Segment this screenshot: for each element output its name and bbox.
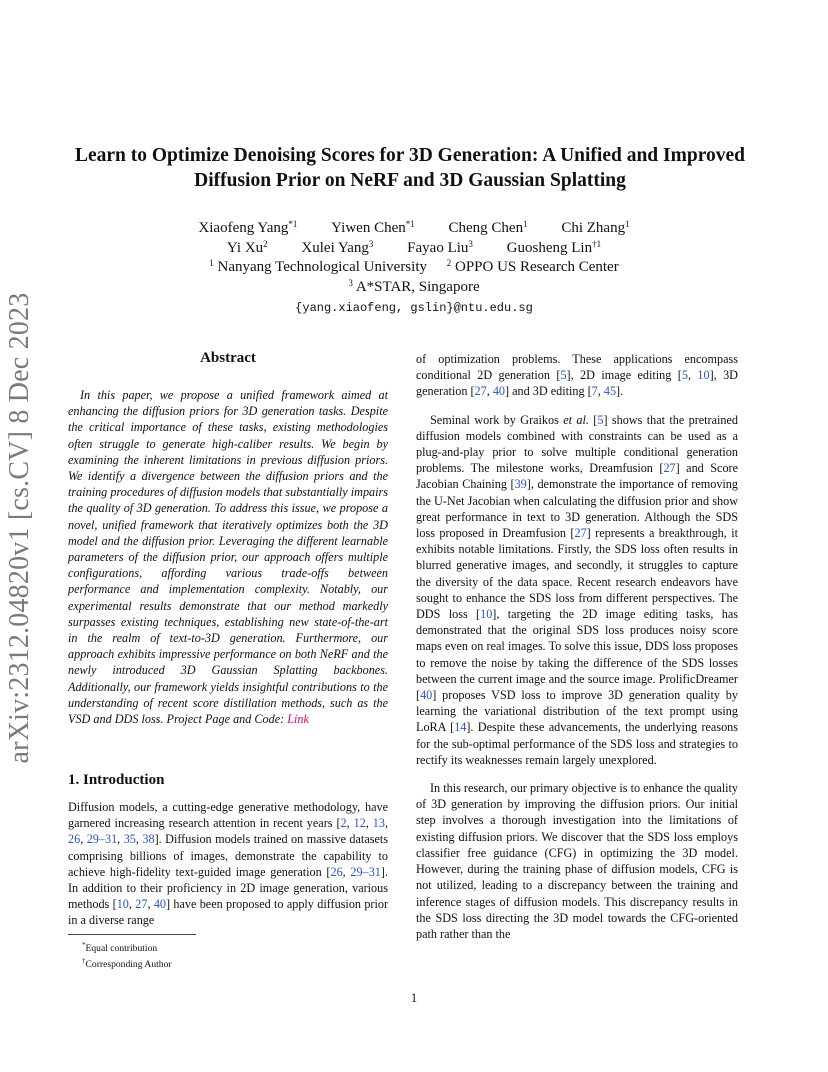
citation-link[interactable]: 40 — [420, 688, 433, 703]
citation-link[interactable]: 5 — [597, 412, 604, 427]
citation-link[interactable]: 27 — [474, 384, 487, 399]
author: Chi Zhang$^1$ — [561, 219, 630, 236]
citation-link[interactable]: 27 — [663, 461, 676, 476]
citation-link[interactable]: 27 — [135, 897, 148, 912]
author: Cheng Chen$^1$ — [448, 219, 528, 236]
author: Xiaofeng Yang$^{*1}$ — [198, 219, 298, 236]
citation-link[interactable]: 5 — [681, 368, 688, 383]
author: Guosheng Lin$^{\dagger 1}$ — [506, 238, 602, 256]
arxiv-id: arXiv:2312.04820v1 [cs.CV] 8 Dec 2023 — [4, 292, 35, 764]
paragraph: Seminal work by Graikos et al. [5] shows that the pretrained diffusion models combined with constraints can be used as a plug-and-play prior to solve multiple conditional generation problems. The milestone works, Dreamfusion [27] and Score Jacobian Chaining [39], demonstrate the importance of removing the U-Net Jacobian when calculating the diffusion prior and show great performance in text to 3D generation. Although the SDS loss proposed in Dreamfusion [27] represents a breakthrough, it exhibits notable limitations. Firstly, the SDS loss often results in blurred generative images, and secondly, it struggles to capture the diversity of the data space. Recent research endeavors have sought to enhance the SDS loss from different perspectives. The DDS loss [10], targeting the 2D image editing tasks, has demonstrated that the original SDS loss produces noisy score maps even on real images. To solve this issue, DDS loss proposes to remove the noise by taking the difference of the SDS losses between the current image and the source image. ProlificDreamer [40] proposes VSD loss to improve 3D generation quality by learning the variational distribution of the text prompt using LoRA [14]. Despite these advancements, the underlying reasons for the sub-optimal performance of the SDS loss and strategies to rectify its weaknesses remain largely unexplored. — [416, 412, 739, 767]
affiliation: $^1$ Nanyang Technological University — [209, 258, 427, 275]
citation-link[interactable]: 29–31 — [86, 832, 118, 847]
citation-link[interactable]: 10 — [697, 368, 710, 383]
affiliation: $^2$ OPPO US Research Center — [446, 258, 619, 275]
paragraph: of optimization problems. These applications encompass conditional 2D generation [5], 2D image editing [5, 10], 3D generation [27, 40] and 3D editing [7, 45]. — [416, 352, 738, 399]
citation-link[interactable]: 12 — [353, 816, 366, 831]
footnote-rule — [68, 934, 196, 935]
author: Xulei Yang$^3$ — [301, 238, 374, 256]
footnote: †Corresponding Author — [82, 957, 172, 971]
abstract-text: In this paper, we propose a unified framework aimed at enhancing the diffusion priors for 3D generation tasks. Despite the critical importance of these tasks, existing methodologies often struggle to generate high-caliber results. We begin by examining the inherent limitations in previous diffusion priors. We identify a divergence between the diffusion priors and the training procedures of diffusion models that substantially impairs the quality of 3D generation. To address this issue, we propose a novel, unified framework that iteratively optimizes both the 3D model and the diffusion prior. Leveraging the different learnable parameters of the diffusion prior, our approach offers multiple configurations, affording various trade-offs between performance and implementation complexity. Notably, our experimental results demonstrate that our method markedly surpasses existing techniques, establishing new state-of-the-art in the realm of text-to-3D generation. Furthermore, our approach exhibits impressive performance on both NeRF and the newly introduced 3D Gaussian Splatting backbones. Additionally, our framework yields insightful contributions to the understanding of recent score distillation methods, such as the VSD and DDS loss. Project Page and Code: Link — [68, 388, 388, 727]
citation-link[interactable]: 26 — [330, 864, 343, 879]
authors-row-2 — [0, 239, 828, 259]
citation-link[interactable]: 38 — [142, 832, 155, 847]
citation-link[interactable]: 45 — [603, 384, 617, 399]
citation-link[interactable]: 7 — [591, 384, 598, 399]
citation-link[interactable]: 10 — [116, 897, 129, 912]
right-column — [416, 351, 738, 942]
abstract-heading: Abstract — [200, 350, 256, 366]
citation-link[interactable]: 35 — [123, 832, 136, 847]
authors-row-1 — [0, 219, 828, 239]
citation-link[interactable]: 2 — [340, 816, 347, 831]
paragraph: In this research, our primary objective is to enhance the quality of 3D generation by improving the diffusion priors. Our initial step involves a thorough investigation into the limitations of existing diffusion priors. We discover that the SDS loss employs classifier free guidance (CFG) in optimizing the 3D model. However, during the training phase of diffusion models, CFG is not utilized, leading to a discrepancy between the training and inference stages of diffusion models. This discrepancy results in the SDS loss directing the 3D model towards the CFG-oriented path rather than the — [416, 781, 738, 941]
citation-link[interactable]: 27 — [574, 526, 587, 541]
page-number: 1 — [410, 990, 418, 1005]
affiliation: $^3$ A*STAR, Singapore — [348, 277, 480, 295]
affiliations-row-2 — [0, 278, 828, 298]
author: Yi Xu$^2$ — [226, 238, 268, 256]
citation-link[interactable]: 39 — [514, 477, 527, 492]
author: Fayao Liu$^3$ — [407, 238, 473, 256]
project-link[interactable]: Link — [287, 712, 309, 727]
email: {yang.xiaofeng, gslin}@ntu.edu.sg — [295, 301, 533, 315]
intro-paragraph: Diffusion models, a cutting-edge generative methodology, have garnered increasing research attention in recent years [2, 12, 13, 26, 29–31, 35, 38]. Diffusion models trained on massive datasets comprising billions of images, demonstrate the capability to achieve high-fidelity text-guided image generation [26, 29–31]. In addition to their proficiency in 2D image generation, various methods [10, 27, 40] have been proposed to apply diffusion prior in a diverse range — [68, 800, 389, 928]
author-block — [0, 219, 828, 319]
footnotes — [68, 934, 388, 971]
citation-link[interactable]: 13 — [372, 816, 385, 831]
citation-link[interactable]: 40 — [153, 897, 166, 912]
affiliations-row-1 — [0, 258, 828, 278]
citation-link[interactable]: 29–31 — [350, 864, 381, 879]
arxiv-stamp — [0, 293, 42, 763]
citation-link[interactable]: 14 — [454, 720, 467, 735]
paper-title: Learn to Optimize Denoising Scores for 3D Generation: A Unified and Improved Diffusion Prior on NeRF and 3D Gaussian Splatting — [74, 145, 746, 191]
citation-link[interactable]: 10 — [480, 607, 493, 622]
author: Yiwen Chen$^{*1}$ — [331, 219, 415, 236]
citation-link[interactable]: 40 — [492, 384, 506, 399]
citation-link[interactable]: 26 — [68, 832, 81, 847]
introduction-heading: 1. Introduction — [68, 772, 165, 788]
citation-link[interactable]: 5 — [560, 368, 567, 383]
footnote: *Equal contribution — [82, 941, 158, 955]
